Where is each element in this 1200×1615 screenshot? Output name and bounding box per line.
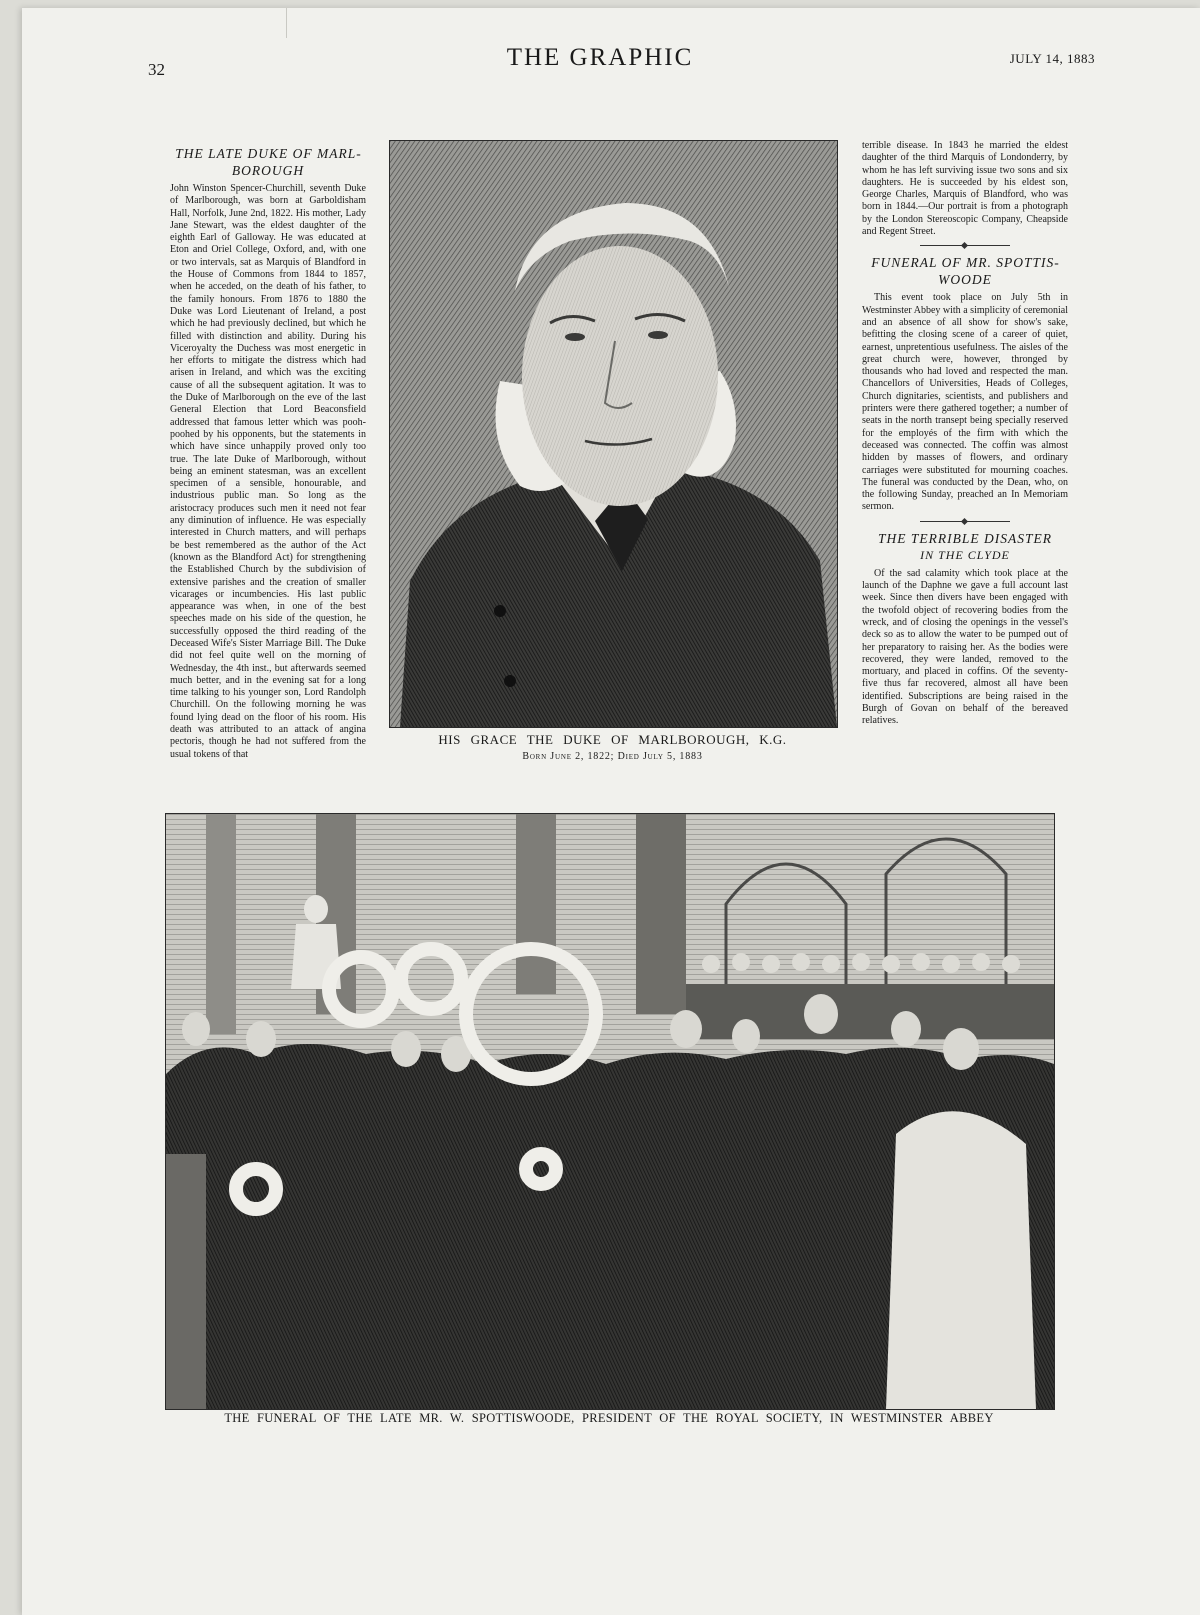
right-column [862, 140, 1068, 728]
portrait-subcaption: Born June 2, 1822; Died July 5, 1883 [522, 751, 703, 762]
article-body: John Winston Spencer-Churchill, seventh Duke of Marlborough, was born at Garboldisham Hall, Norfolk, June 2nd, 1822. His mother, Lady Jane Stewart, was the eldest daughter of the eighth Earl of Galloway. He was educated at Eton and Oriel College, Oxford, and, with one or two intervals, sat as Marquis of Blandford in the House of Commons from 1844 to 1857, when he acceded, on the death of his father, to the family honours. From 1876 to 1880 the Duke was Lord Lieutenant of Ireland, a post which he had previously declined, but which he filled with distinction and ability. During his Viceroyalty the Duchess was most energetic in her efforts to mitigate the distress which had arisen in Ireland, and which was the exciting cause of all the subsequent agitation. It was to the Duke of Marlborough on the eve of the last General Election that Lord Beaconsfield addressed that famous letter which was pooh-poohed by his opponents, but the statements in which have since unhappily proved only too true. The late Duke of Marlborough, without being an eminent statesman, was an excellent specimen of a sensible, honourable, and industrious public man. So long as the aristocracy produces such men it need not fear any diminution of influence. He was especially interested in Church matters, and will perhaps be best remembered as the author of the Act (known as the Blandford Act) for strengthening the Established Church by the subdivision of extensive parishes and the creation of smaller vicarages or incumbencies. His last public appearance was when, in one of the best speeches made on his side of the question, he successfully opposed the third reading of the Deceased Wife's Sister Marriage Bill. The Duke did not feel quite well on the morning of Wednesday, the 4th inst., but afterwards seemed much better, and in the evening sat for a long time talking to his younger son, Lord Randolph Churchill. On the following morning he was found lying dead on the floor of his room. His death was attributed to an attack of angina pectoris, though he had not suffered from the usual tokens of that [170, 183, 366, 760]
article-body-disaster: Of the sad calamity which took place at the launch of the Daphne we gave a full account last week. Since then divers have been engaged with the twofold object of recovering bodies from the wreck, and of closing the openings in the vessel's deck so as to allow the water to be pumped out of her preparatory to raising her. As the bodies were recovered, they were landed, removed to the mortuary, and placed in coffins. Of the seventy-five thus far recovered, almost all have been identified. Subscriptions are being raised in the Burgh of Govan on behalf of the bereaved relatives. [862, 567, 1068, 727]
section-divider [920, 245, 1010, 246]
page-fold-crease [286, 8, 287, 38]
masthead-title: THE GRAPHIC [506, 44, 694, 71]
page-number: 32 [148, 60, 165, 79]
article-subheading-disaster: IN THE CLYDE [920, 547, 1010, 562]
portrait-caption: HIS GRACE THE DUKE OF MARLBOROUGH, K.G. [438, 732, 787, 747]
article-heading-disaster: THE TERRIBLE DISASTER [878, 530, 1052, 546]
article-body-funeral: This event took place on July 5th in Westminster Abbey with a simplicity of ceremonial and an absence of all show for show's sake, befitting the closing scene of a career of quiet, earnest, unpretentious usefulness. The aisles of the great church were, however, thronged by thousands who had loved and respected the man. Chancellors of Universities, Heads of Colleges, Church dignitaries, scientists, and publishers and printers were there gathered together; a number of seats in the north transept being specially reserved for the employés of the firm with which the deceased was connected. The coffin was almost hidden by masses of flowers, and ordinary carriages were substituted for mourning coaches. The funeral was conducted by the Dean, who, on the following Sunday, preached an In Memoriam sermon. [862, 292, 1068, 513]
funeral-illustration [166, 814, 1054, 1409]
article-heading: THE LATE DUKE OF MARLBOROUGH [175, 146, 361, 178]
article-continuation: terrible disease. In 1843 he married the eldest daughter of the third Marquis of Londonderry, by whom he has left surviving issue two sons and six daughters. He is succeeded by his eldest son, George Charles, Marquis of Blandford, who was born in 1844.—Our portrait is from a photograph by the London Stereoscopic Company, Cheapside and Regent Street. [862, 140, 1068, 238]
portrait-illustration [390, 141, 837, 727]
funeral-caption: THE FUNERAL OF THE LATE MR. W. SPOTTISWOODE, PRESIDENT OF THE ROYAL SOCIETY, IN WESTMINSTER ABBEY [224, 1411, 994, 1425]
duke-portrait-engraving [389, 140, 838, 728]
section-divider [920, 521, 1010, 522]
issue-date: JULY 14, 1883 [1009, 51, 1095, 66]
article-heading-funeral: FUNERAL OF MR. SPOTTISWOODE [871, 255, 1059, 288]
funeral-engraving [165, 813, 1055, 1410]
article-duke-of-marlborough [170, 145, 366, 761]
